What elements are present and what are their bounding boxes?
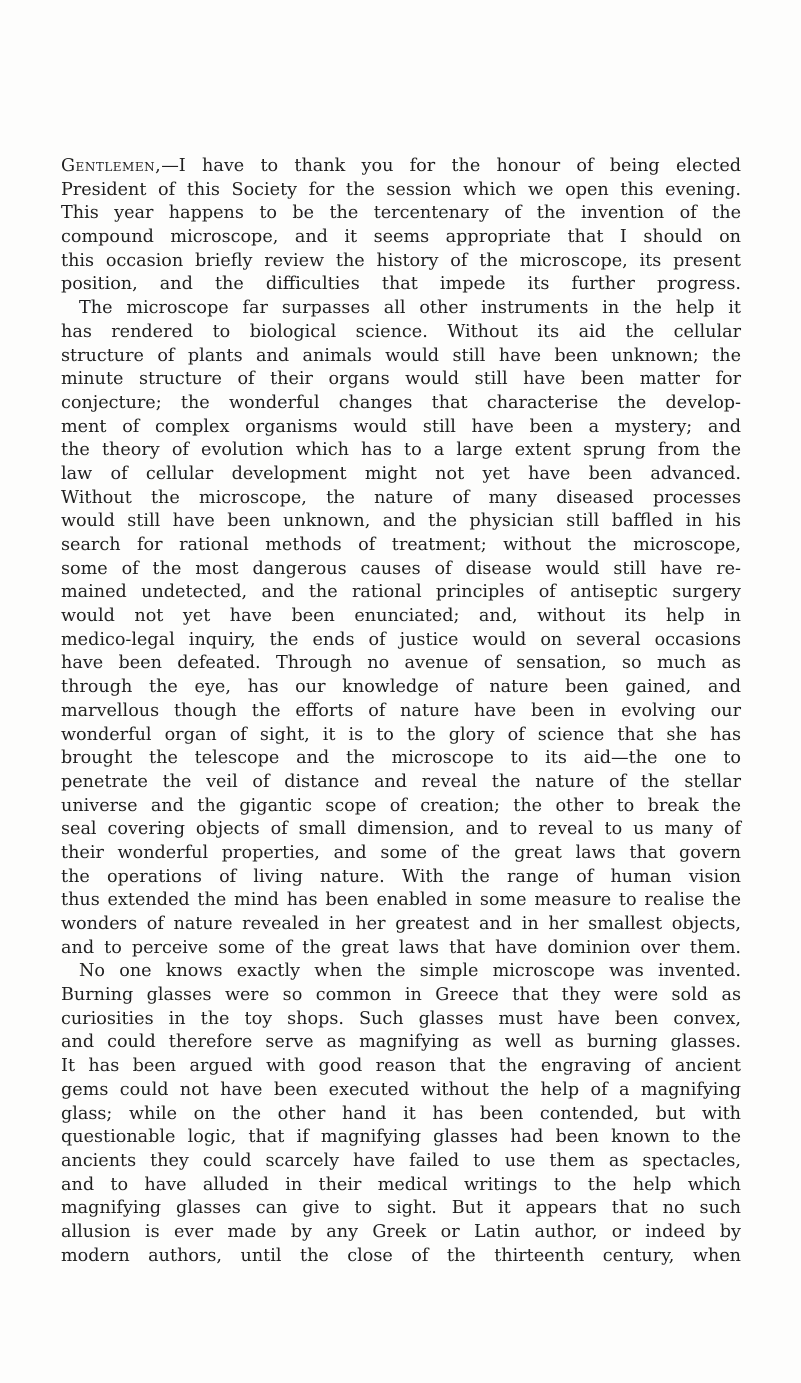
text-line: the operations of living nature. With the range of human vision (61, 866, 741, 887)
text-line: and to have alluded in their medical writings to the help which (61, 1174, 741, 1195)
text-line: No one knows exactly when the simple microscope was invented. (79, 961, 741, 982)
text-line: search for rational methods of treatment; without the microscope, (61, 535, 741, 555)
text-line: curiosities in the toy shops. Such glasses must have been convex, (61, 1008, 741, 1029)
text-line: questionable logic, that if magnifying glasses had been known to the (61, 1127, 741, 1148)
text-line: ment of complex organisms would still have been a mystery; and (61, 416, 741, 437)
text-line: seal covering objects of small dimension, and to reveal to us many of (61, 819, 741, 840)
text-line: The microscope far surpasses all other instruments in the help it (79, 298, 741, 319)
text-line: Without the microscope, the nature of many diseased processes (61, 487, 741, 508)
text-line: President of this Society for the session which we open this evening. (61, 179, 741, 200)
text-line: brought the telescope and the microscope to its aid—the one to (61, 748, 741, 769)
text-line: universe and the gigantic scope of creation; the other to break the (61, 795, 741, 816)
text-line: and could therefore serve as magnifying as well as burning glasses. (61, 1032, 741, 1053)
text-line: structure of plants and animals would still have been unknown; the (61, 345, 741, 366)
text-line: It has been argued with good reason that the engraving of ancient (61, 1056, 741, 1077)
text-line: compound microscope, and it seems appropriate that I should on (61, 227, 741, 248)
text-line: modern authors, until the close of the thirteenth century, when (61, 1245, 741, 1266)
text-line: would still have been unknown, and the physician still baffled in his (61, 511, 741, 532)
text-line: thus extended the mind has been enabled in some measure to realise the (61, 890, 741, 911)
text-line: medico-legal inquiry, the ends of justice would on several occasions (61, 629, 741, 650)
text-line: Burning glasses were so common in Greece that they were sold as (61, 985, 741, 1006)
first-line-text: —I have to thank you for the honour of being elected (161, 156, 741, 176)
text-line: minute structure of their organs would still have been matter for (61, 369, 741, 390)
text-line: allusion is ever made by any Greek or Latin author, or indeed by (61, 1221, 741, 1242)
text-line: wonderful organ of sight, it is to the glory of science that she has (61, 724, 741, 745)
text-line: position, and the difficulties that impede its further progress. (61, 274, 741, 295)
text-line: ancients they could scarcely have failed to use them as spectacles, (61, 1150, 741, 1171)
text-line: gems could not have been executed without the help of a magnifying (61, 1079, 741, 1100)
text-line: conjecture; the wonderful changes that characterise the develop- (61, 392, 741, 413)
text-line: through the eye, has our knowledge of nature been gained, and (61, 677, 741, 698)
text-line: some of the most dangerous causes of disease would still have re- (61, 558, 741, 579)
text-line: and to perceive some of the great laws that have dominion over them. (61, 937, 741, 958)
text-line: mained undetected, and the rational principles of antiseptic surgery (61, 582, 741, 603)
opening-word: Gentlemen, (61, 156, 162, 176)
text-line: law of cellular development might not yet have been advanced. (61, 463, 741, 484)
text-line: their wonderful properties, and some of the great laws that govern (61, 842, 741, 863)
body-text (61, 155, 741, 1268)
text-line: marvellous though the efforts of nature have been in evolving our (61, 700, 741, 721)
text-line: This year happens to be the tercentenary of the invention of the (61, 203, 741, 224)
text-line: magnifying glasses can give to sight. But it appears that no such (61, 1198, 741, 1219)
text-line: has rendered to biological science. Without its aid the cellular (61, 321, 741, 342)
text-line: wonders of nature revealed in her greatest and in her smallest objects, (61, 914, 741, 934)
text-line: penetrate the veil of distance and reveal the nature of the stellar (61, 771, 741, 792)
text-line: would not yet have been enunciated; and, without its help in (61, 606, 741, 627)
text-line: this occasion briefly review the history of the microscope, its present (61, 250, 741, 271)
text-line: the theory of evolution which has to a large extent sprung from the (61, 440, 741, 461)
text-line: have been defeated. Through no avenue of sensation, so much as (61, 653, 741, 674)
text-line: glass; while on the other hand it has been contended, but with (61, 1103, 741, 1124)
text-line-1 (61, 155, 741, 179)
